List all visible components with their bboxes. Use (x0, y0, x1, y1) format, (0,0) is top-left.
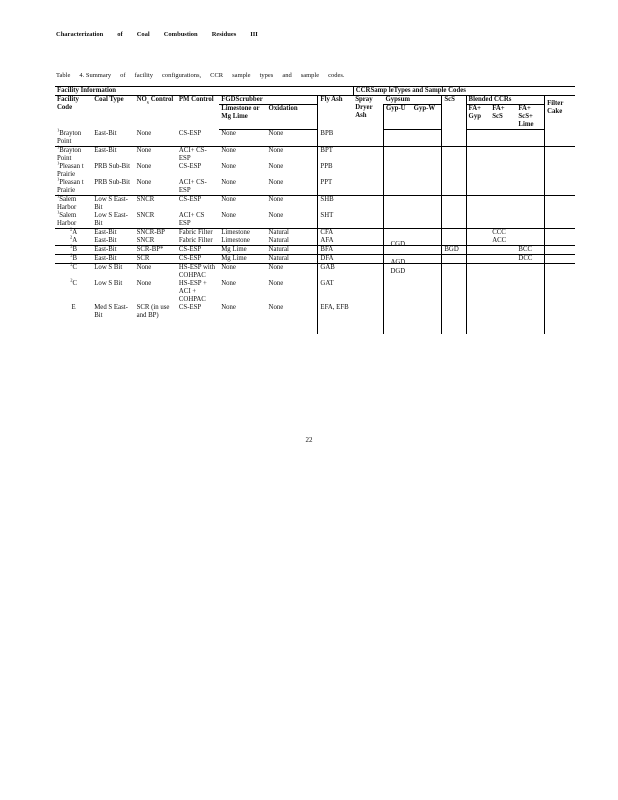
header-limestone: Limestone or Mg Lime (219, 105, 266, 130)
cell-code (55, 209, 92, 232)
cell-scs (442, 304, 466, 334)
header-nox-control: $NO_x$ Control (135, 96, 177, 130)
cell-fa-scs-lime (516, 179, 544, 196)
cell-fgd: Mg Lime (219, 245, 266, 254)
facility-code-text: B (72, 245, 78, 253)
cell-pm: CS-ESP (177, 130, 219, 147)
header-filter-cake: Filter Cake (545, 96, 575, 130)
cell-ox: None (268, 263, 284, 271)
table-row (55, 179, 575, 196)
header-scs: ScS (442, 96, 466, 130)
cell-pm: CS-ESP (178, 303, 202, 311)
cell-fa-scs (490, 280, 516, 304)
cell-nox: SCR (in use and BP) (136, 303, 170, 319)
cell-fly: PPB (318, 163, 353, 179)
cell-fa-gyp (466, 280, 490, 304)
cell-nox: None (136, 162, 152, 170)
cell-fa-scs-lime: DCC (516, 254, 544, 263)
cell-ox: None (267, 212, 318, 229)
cell-nox: None (135, 130, 177, 147)
facility-code-text: C (72, 263, 78, 271)
cell-scs (442, 212, 466, 229)
cell-fa-gyp (466, 195, 490, 212)
cell-nox: None (136, 146, 152, 154)
running-head-word: Combustion (163, 31, 198, 38)
cell-fa-scs (490, 212, 516, 229)
running-head (56, 31, 272, 38)
cell-spray (353, 280, 383, 304)
caption-word: CCR (210, 72, 224, 79)
running-head-word: of (117, 31, 123, 38)
facility-code-text: A (72, 236, 78, 244)
cell-fly: PPT (318, 179, 353, 196)
cell-ox: Natural (267, 237, 318, 246)
caption-word: facility (134, 72, 153, 79)
footnote-marker: 2 (70, 234, 73, 240)
cell-ox: None (268, 303, 284, 311)
header-facility-code: Facility Code (55, 96, 92, 130)
table-row (55, 245, 575, 254)
group-header-row (55, 87, 575, 96)
cell-pm: ACI+ CS-ESP (178, 146, 207, 162)
running-head-word: III (250, 31, 258, 38)
cell-fa-gyp (466, 237, 490, 246)
cell-scs (442, 163, 466, 179)
cell-spray (353, 195, 383, 212)
caption-word: sample (300, 72, 320, 79)
cell-fa-scs-lime: BCC (516, 245, 544, 254)
cell-fa-scs (490, 254, 516, 263)
facility-code-text: A (72, 228, 78, 236)
footnote-marker: 2 (70, 226, 73, 232)
cell-gyp-u (383, 150, 411, 167)
cell-nox: SNCR (135, 212, 177, 229)
cell-pm: HS-ESP with COHPAC (178, 263, 216, 279)
footnote-marker: 2 (70, 277, 73, 283)
cell-gyp-u (383, 134, 411, 151)
cell-fa-gyp (466, 245, 490, 254)
table-row (55, 237, 575, 246)
cell-coal: East-Bit (92, 245, 134, 254)
group-ccr-sample: CCRSamp leTypes and Sample Codes (353, 87, 575, 96)
cell-coal: East-Bit (94, 228, 117, 236)
cell-fa-scs-lime (516, 130, 544, 147)
cell-pm: HS-ESP + ACI + COHPAC (178, 279, 207, 303)
cell-coal: East-Bit (92, 254, 134, 263)
cell-fa-gyp (466, 304, 490, 334)
cell-code (55, 245, 92, 254)
cell-gyp-u (383, 249, 411, 258)
cell-fa-scs (490, 263, 516, 280)
cell-gyp-w (412, 304, 442, 334)
cell-filter (545, 179, 575, 196)
cell-code (55, 226, 92, 240)
cell-code (55, 193, 92, 215)
cell-fly: BPB (318, 130, 353, 147)
cell-spray (353, 304, 383, 334)
cell-fa-gyp (466, 163, 490, 179)
caption-word: and (282, 72, 292, 79)
cell-scs (442, 195, 466, 212)
cell-fgd: None (219, 212, 266, 229)
caption-word: 4. Summary (79, 72, 112, 79)
facility-code-text: Brayton Point (57, 129, 82, 145)
cell-fa-scs (490, 130, 516, 147)
cell-filter (545, 245, 575, 254)
cell-filter (545, 280, 575, 304)
facility-table (55, 86, 575, 334)
caption-word: Table (56, 72, 71, 79)
cell-nox: None (136, 279, 152, 287)
cell-fa-gyp (466, 146, 490, 163)
facility-code-text: Pleasan t Prairie (57, 178, 84, 194)
table-row (55, 130, 575, 147)
cell-fa-scs (490, 245, 516, 254)
page-number: 22 (305, 436, 313, 444)
cell-fa-scs (490, 304, 516, 334)
cell-gyp-w (412, 280, 442, 304)
footnote-marker: 1 (57, 127, 60, 133)
header-gyp-u: Gyp-U (383, 105, 411, 130)
facility-code-text: Brayton Point (57, 146, 82, 162)
cell-fly: CFA (318, 228, 353, 237)
cell-fly: BPT (318, 146, 353, 163)
cell-gyp-u (383, 183, 411, 200)
cell-code (55, 261, 92, 283)
cell-spray (353, 212, 383, 229)
footnote-marker: 1 (57, 160, 60, 166)
facility-code-text: Pleasan t Prairie (57, 162, 84, 178)
cell-coal: Low S Bit (94, 263, 123, 271)
facility-code-text: Salem Harbor (57, 195, 77, 211)
cell-gyp-u (383, 284, 411, 308)
cell-gyp-w (412, 212, 442, 229)
cell-ox: None (268, 195, 284, 203)
cell-scs: BGD (442, 245, 466, 254)
cell-fa-gyp (466, 130, 490, 147)
header-gypsum: Gypsum (383, 96, 441, 105)
caption-word: types (259, 72, 274, 79)
facility-code-text: B (72, 254, 78, 262)
cell-ox: None (268, 146, 284, 154)
cell-gyp-w (412, 245, 442, 254)
table-row (55, 195, 575, 212)
header-fly-ash: Fly Ash (318, 96, 353, 130)
cell-coal: Low S East-Bit (92, 212, 134, 229)
cell-fly: GAB (318, 263, 353, 280)
table-caption (56, 72, 354, 79)
footnote-marker: 1 (57, 193, 60, 199)
cell-coal: Low S East-Bit (94, 195, 128, 211)
footnote-marker: 1 (57, 176, 60, 182)
cell-fa-scs-lime (516, 263, 544, 280)
cell-code (55, 234, 92, 249)
table-row (55, 263, 575, 280)
facility-code-text: C (72, 279, 78, 287)
cell-gyp-w (412, 263, 442, 280)
cell-coal: PRB Sub-Bit (92, 179, 134, 196)
cell-filter (545, 263, 575, 280)
cell-scs (442, 280, 466, 304)
cell-fa-scs (490, 179, 516, 196)
cell-fa-scs-lime (516, 212, 544, 229)
footnote-marker: 2 (70, 243, 73, 249)
table-row (55, 212, 575, 229)
cell-fgd: None (219, 130, 266, 147)
cell-filter (545, 304, 575, 334)
cell-ox: Natural (267, 254, 318, 263)
cell-fgd: None (221, 195, 236, 203)
cell-coal: PRB Sub-Bit (94, 162, 130, 170)
cell-fgd: Limestone (221, 228, 250, 236)
cell-fa-scs-lime (516, 195, 544, 212)
cell-code (55, 304, 92, 334)
cell-fgd: Mg Lime (219, 254, 266, 263)
cell-spray (353, 130, 383, 147)
caption-word: of (120, 72, 126, 79)
cell-scs (442, 254, 466, 263)
cell-ox: Natural (268, 228, 289, 236)
facility-code-text: Salem Harbor (57, 211, 77, 227)
cell-fgd: None (221, 146, 236, 154)
cell-fa-scs-lime (516, 237, 544, 246)
cell-pm: CS-ESP (178, 195, 202, 203)
cell-spray (353, 237, 383, 246)
cell-fgd: None (221, 303, 236, 311)
cell-fa-gyp (466, 254, 490, 263)
cell-fa-scs-lime (516, 228, 544, 237)
cell-ox: None (267, 130, 318, 147)
cell-spray (353, 245, 383, 254)
caption-word: configurations, (161, 72, 202, 79)
cell-fa-scs (490, 195, 516, 212)
cell-gyp-w (412, 163, 442, 179)
header-fa-gyp: FA+ Gyp (466, 105, 490, 130)
cell-pm: Fabric Filter (178, 228, 213, 236)
table-row (55, 146, 575, 163)
cell-fa-scs-lime (516, 163, 544, 179)
cell-code (55, 254, 92, 263)
cell-fgd: Limestone (219, 237, 266, 246)
cell-gyp-w (412, 130, 442, 147)
cell-pm: CS-ESP (177, 254, 219, 263)
cell-nox: SNCR-BP (136, 228, 165, 236)
group-facility-info: Facility Information (55, 87, 353, 96)
header-fa-scs-lime: FA+ ScS+ Lime (516, 105, 544, 130)
footnote-marker: 2 (70, 252, 73, 258)
cell-gyp-u: AGD (383, 258, 411, 267)
cell-fly: BFA (318, 245, 353, 254)
cell-gyp-u: DGD (383, 267, 411, 284)
cell-fa-scs (490, 163, 516, 179)
cell-filter (545, 195, 575, 212)
cell-gyp-w (412, 179, 442, 196)
cell-pm: Fabric Filter (177, 237, 219, 246)
cell-ox: None (267, 179, 318, 196)
table-row (55, 280, 575, 304)
cell-code (55, 176, 92, 199)
footnote-marker: 1 (57, 209, 60, 215)
caption-word: codes. (328, 72, 345, 79)
cell-scs (442, 237, 466, 246)
running-head-word: Residues (211, 31, 237, 38)
cell-coal: East-Bit (92, 237, 134, 246)
cell-fly: DFA (318, 254, 353, 263)
cell-spray (353, 179, 383, 196)
cell-fly: AFA (318, 237, 353, 246)
cell-gyp-u (383, 216, 411, 233)
cell-gyp-w (412, 254, 442, 263)
cell-gyp-w (412, 237, 442, 246)
cell-filter (545, 163, 575, 179)
cell-spray (353, 146, 383, 163)
cell-fa-scs (490, 146, 516, 163)
facility-code-text: E (71, 303, 76, 311)
cell-fly: SHT (318, 212, 353, 229)
cell-scs (442, 179, 466, 196)
cell-fgd: None (221, 279, 236, 287)
cell-pm: ACI+ CS ESP (177, 212, 219, 229)
cell-gyp-w (412, 228, 442, 237)
cell-nox: SNCR (136, 195, 155, 203)
caption-word: sample (232, 72, 251, 79)
cell-nox: SCR-BP* (135, 245, 177, 254)
cell-fly: EFA, EFB (318, 304, 353, 334)
cell-scs (442, 228, 466, 237)
cell-fa-gyp (466, 212, 490, 229)
cell-filter (545, 237, 575, 246)
cell-coal: Low S Bit (94, 279, 123, 287)
cell-spray (353, 228, 383, 237)
cell-code (55, 160, 92, 182)
cell-ox: Natural (267, 245, 318, 254)
header-spray-dryer-ash: Spray Dryer Ash (353, 96, 383, 130)
cell-gyp-u (383, 199, 411, 216)
cell-fgd: None (221, 263, 236, 271)
cell-gyp-w (412, 195, 442, 212)
cell-gyp-u (383, 167, 411, 183)
header-fgd-scrubber: FGDScrubber (219, 96, 318, 105)
cell-ox: None (268, 162, 284, 170)
cell-fa-gyp (466, 179, 490, 196)
cell-nox: None (135, 179, 177, 196)
cell-fgd: None (221, 162, 236, 170)
cell-gyp-u: CGD (383, 241, 411, 250)
cell-nox: SNCR (135, 237, 177, 246)
cell-code (55, 277, 92, 304)
cell-gyp-u (383, 308, 411, 338)
cell-spray (353, 263, 383, 280)
cell-fa-scs: CCC (492, 228, 506, 236)
cell-fly: SHB (318, 195, 353, 212)
running-head-word: Coal (136, 31, 150, 38)
cell-nox: None (136, 263, 152, 271)
cell-pm: CS-ESP (178, 162, 202, 170)
cell-filter (545, 228, 575, 237)
cell-spray (353, 163, 383, 179)
footnote-marker: 2 (70, 261, 73, 267)
header-blended-ccrs: Blended CCRs (466, 96, 545, 105)
cell-coal: Med S East-Bit (94, 303, 128, 319)
table-row (55, 254, 575, 263)
cell-spray (353, 254, 383, 263)
cell-fgd: None (219, 179, 266, 196)
cell-fa-scs-lime (516, 304, 544, 334)
cell-fa-gyp (466, 228, 490, 237)
cell-gyp-u (383, 232, 411, 241)
cell-scs (442, 130, 466, 147)
cell-fa-scs-lime (516, 146, 544, 163)
header-oxidation: Oxidation (267, 105, 318, 130)
cell-gyp-w (412, 146, 442, 163)
running-head-word: Characterization (56, 31, 104, 38)
cell-nox: SCR (135, 254, 177, 263)
footnote-marker: 1 (57, 144, 60, 150)
header-coal-type: Coal Type (92, 96, 134, 130)
cell-coal: East-Bit (92, 130, 134, 147)
cell-filter (545, 146, 575, 163)
cell-code (55, 127, 92, 150)
table-row (55, 304, 575, 334)
cell-ox: None (268, 279, 284, 287)
cell-scs (442, 263, 466, 280)
cell-pm: CS-ESP (177, 245, 219, 254)
cell-pm: ACI+ CS-ESP (177, 179, 219, 196)
cell-fa-scs: ACC (490, 237, 516, 246)
header-pm-control: PM Control (177, 96, 219, 130)
header-fa-scs: FA+ ScS (490, 105, 516, 130)
header-gyp-w: Gyp-W (412, 105, 442, 130)
cell-filter (545, 130, 575, 147)
table-row (55, 228, 575, 237)
cell-filter (545, 212, 575, 229)
cell-coal: East-Bit (94, 146, 117, 154)
cell-code (55, 144, 92, 166)
column-header-row-1 (55, 96, 575, 105)
cell-scs (442, 146, 466, 163)
table-row (55, 163, 575, 179)
cell-fa-gyp (466, 263, 490, 280)
cell-fa-scs-lime (516, 280, 544, 304)
cell-fly: GAT (318, 280, 353, 304)
cell-filter (545, 254, 575, 263)
